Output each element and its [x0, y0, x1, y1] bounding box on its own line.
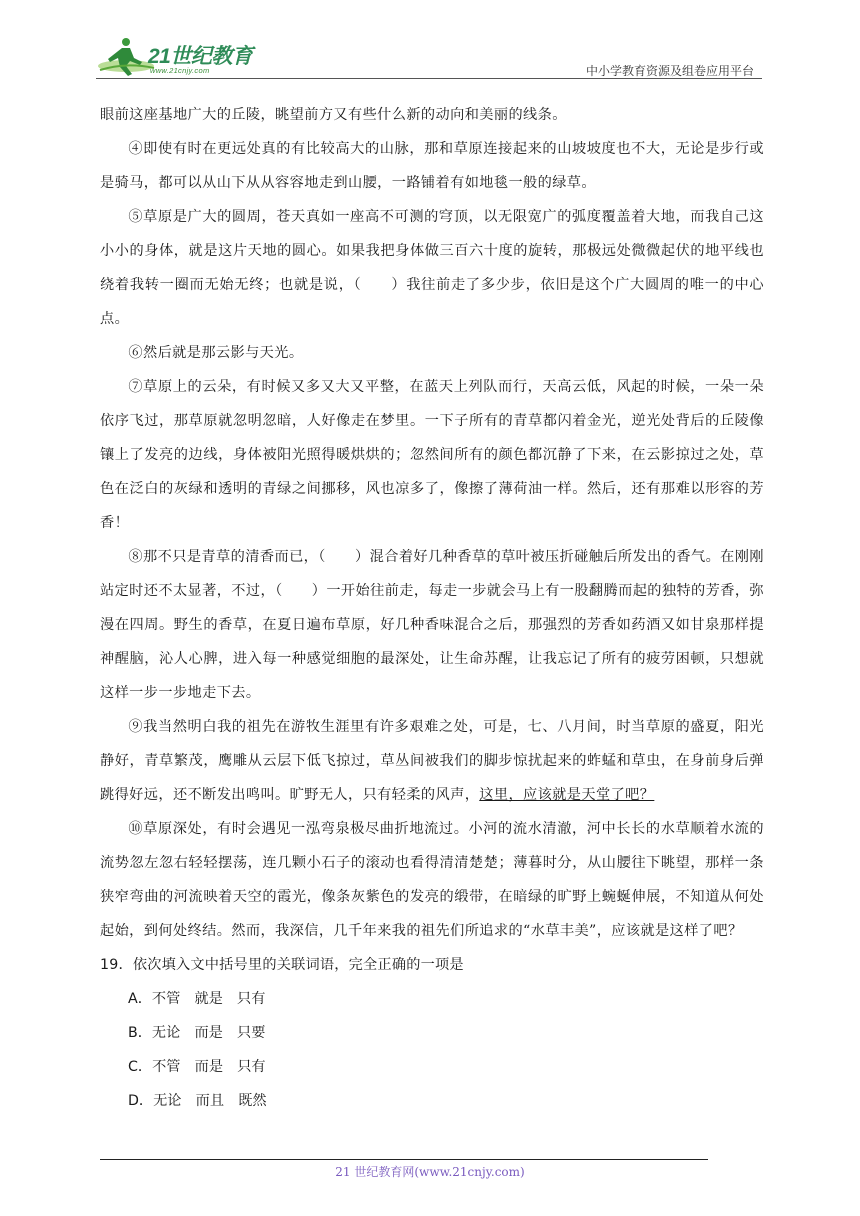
- logo-text: 21世纪教育: [148, 45, 253, 68]
- site-tagline: 中小学教育资源及组卷应用平台: [585, 64, 754, 78]
- option-c[interactable]: C．不管 而是 只有: [128, 1059, 266, 1075]
- footer-divider: [100, 1159, 708, 1160]
- passage-body: [100, 98, 764, 1118]
- paragraph-10: ⑩草原深处，有时会遇见一泓弯泉极尽曲折地流过。小河的流水清澈，河中长长的水草顺着水流的流势忽左忽右轻轻摆荡，连几颗小石子的滚动也看得清清楚楚；薄暮时分，从山腰往下眺望，那样一条狭窄弯曲的河流映着天空的霞光，像条灰紫色的发亮的缎带，在暗绿的旷野上蜿蜒伸展，不知道从何处起始，到何处终结。然而，我深信，几千年来我的祖先们所追求的“水草丰美”，应该就是这样了吧？: [100, 821, 764, 939]
- paragraph-8: ⑧那不只是青草的清香而已，（ ）混合着好几种香草的草叶被压折碰触后所发出的香气。在刚刚站定时还不太显著，不过，（ ）一开始往前走，每走一步就会马上有一股翻腾而起的独特的芳香，弥漫在四周。野生的香草，在夏日遍布草原，好几种香味混合之后，那强烈的芳香如药酒又如甘泉那样提神醒脑，沁人心脾，进入每一种感觉细胞的最深处，让生命苏醒，让我忘记了所有的疲劳困顿，只想就这样一步一步地走下去。: [100, 549, 764, 701]
- header-divider: [96, 78, 762, 79]
- underlined-sentence: 这里，应该就是天堂了吧？: [479, 787, 655, 803]
- footer-text: 21 世纪教育网(www.21cnjy.com): [335, 1165, 525, 1179]
- page-header: [0, 0, 860, 90]
- paragraph-6: ⑥然后就是那云影与天光。: [128, 345, 304, 361]
- paragraph-4: ④即使有时在更远处真的有比较高大的山脉，那和草原连接起来的山坡坡度也不大，无论是步行或是骑马，都可以从山下从从容容地走到山腰，一路铺着有如地毯一般的绿草。: [100, 141, 764, 191]
- paragraph-9: [100, 710, 764, 812]
- option-d[interactable]: D．无论 而且 既然: [128, 1093, 267, 1109]
- question-stem: 19．依次填入文中括号里的关联词语，完全正确的一项是: [100, 957, 464, 973]
- paragraph-9-text: ⑨我当然明白我的祖先在游牧生涯里有许多艰难之处，可是，七、八月间，时当草原的盛夏，阳光静好，青草繁茂，鹰雕从云层下低飞掠过，草丛间被我们的脚步惊扰起来的蚱蜢和草虫，在身前身后弹跳得好远，还不断发出鸣叫。旷野无人，只有轻柔的风声，: [100, 719, 764, 803]
- option-a[interactable]: A．不管 就是 只有: [128, 991, 266, 1007]
- paragraph-continued: 眼前这座基地广大的丘陵，眺望前方又有些什么新的动向和美丽的线条。: [100, 107, 567, 123]
- paragraph-7: ⑦草原上的云朵，有时候又多又大又平整，在蓝天上列队而行，天高云低，风起的时候，一朵一朵依序飞过，那草原就忽明忽暗，人好像走在梦里。一下子所有的青草都闪着金光，逆光处背后的丘陵像镶上了发亮的边线，身体被阳光照得暖烘烘的；忽然间所有的颜色都沉静了下来，在云影掠过之处，草色在泛白的灰绿和透明的青绿之间挪移，风也凉多了，像擦了薄荷油一样。然后，还有那难以形容的芳香！: [100, 379, 764, 531]
- paragraph-5: ⑤草原是广大的圆周，苍天真如一座高不可测的穹顶，以无限宽广的弧度覆盖着大地，而我自己这小小的身体，就是这片天地的圆心。如果我把身体做三百六十度的旋转，那极远处微微起伏的地平线也绕着我转一圈而无始无终；也就是说，（ ）我往前走了多少步，依旧是这个广大圆周的唯一的中心点。: [100, 209, 764, 327]
- logo-url: www.21cnjy.com: [150, 66, 210, 75]
- option-b[interactable]: B．无论 而是 只要: [128, 1025, 266, 1041]
